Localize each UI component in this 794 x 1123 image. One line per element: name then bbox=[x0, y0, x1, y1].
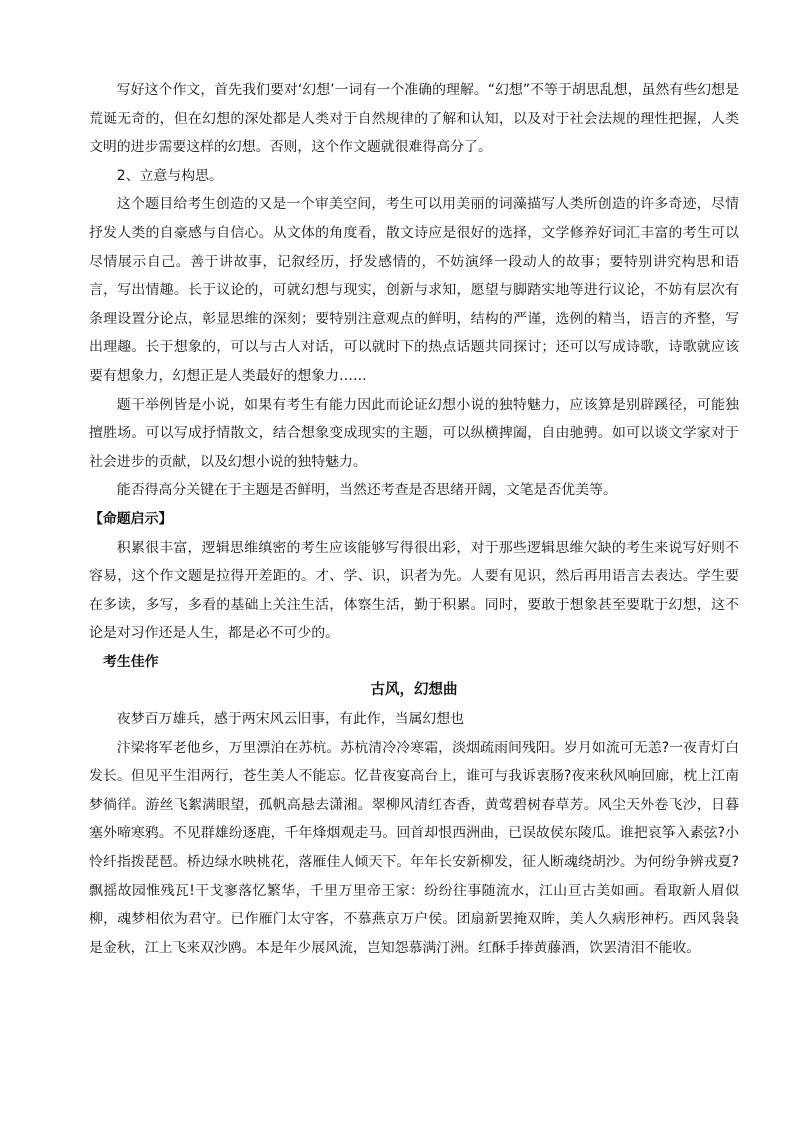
paragraph-examples: 题干举例皆是小说，如果有考生有能力因此而论证幻想小说的独特魅力，应该算是别辟蹊径，可能独擅胜场。可以写成抒情散文，结合想象变成现实的主题，可以纵横捭阖，自由驰骋。如可以谈文学家对于社会进步的贡献，以及幻想小说的独特魅力。 bbox=[89, 396, 739, 470]
section-label: 【命题启示】 bbox=[89, 510, 173, 527]
paragraph-subheading: 2、立意与构思。 bbox=[116, 167, 223, 184]
paragraph-intro: 写好这个作文，首先我们要对‘幻想’一词有一个准确的理解。“幻想”不等于胡思乱想，虽然有些幻想是荒诞无奇的，但在幻想的深处都是人类对于自然规律的了解和认知，以及对于社会法规的理性把握，人类文明的进步需要这样的幻想。否则，这个作文题就很难得高分了。 bbox=[89, 82, 739, 156]
paragraph-conception: 这个题目给考生创造的又是一个审美空间，考生可以用美丽的词藻描写人类所创造的许多奇迹，尽情抒发人类的自豪感与自信心。从文体的角度看，散文诗应是很好的选择，文学修养好词汇丰富的考生可以尽情展示自己。善于讲故事，记叙经历，抒发感情的，不妨演绎一段动人的故事；要特别讲究构思和语言，写出情趣。长于议论的，可就幻想与现实，创新与求知，愿望与脚踏实地等进行议论，不妨有层次有条理设置分论点，彰显思维的深刻；要特别注意观点的鲜明，结构的严谨，选例的精当，语言的齐整，写出理趣。长于想象的，可以与古人对话，可以就时下的热点话题共同探讨；还可以写成诗歌，诗歌就应该要有想象力，幻想正是人类最好的想象力…… bbox=[89, 196, 739, 384]
section-paragraph: 积累很丰富，逻辑思维缜密的考生应该能够写得很出彩，对于那些逻辑思维欠缺的考生来说写好则不容易，这个作文题是拉得开差距的。才、学、识，识者为先。人要有见识，然后再用语言去表达。学生要在多读，多写，多看的基础上关注生活，体察生活，勤于积累。同时，要敢于想象甚至要耽于幻想，这不论是对习作还是人生，都是必不可少的。 bbox=[89, 539, 739, 642]
essay-title: 古风，幻想曲 bbox=[370, 682, 458, 699]
essay-heading: 考生佳作 bbox=[103, 653, 159, 670]
paragraph-scoring: 能否得高分关键在于主题是否鲜明，当然还考查是否思绪开阔，文笔是否优美等。 bbox=[116, 482, 617, 499]
document-page bbox=[89, 76, 739, 962]
essay-intro: 夜梦百万雄兵，感于两宋风云旧事，有此作，当属幻想也 bbox=[116, 711, 465, 728]
essay-body: 汴梁将军老他乡，万里漂泊在苏杭。苏杭清冷冷寒霜，淡烟疏雨间残阳。岁月如流可无恙?一夜青灯白发长。但见平生泪两行，苍生美人不能忘。忆昔夜宴高台上，谁可与我诉衷肠?夜来秋风响回廊，枕上江南梦徜徉。游丝飞絮满眼望，孤帆高悬去潇湘。翠柳风清红杏香，黄莺碧树春草芳。风尘天外卷飞沙，日暮塞外啼寒鸦。不见群雄纷逐鹿，千年烽烟观走马。回首却恨西洲曲，已误故侯东陵瓜。谁把哀筝入素弦?小怜纤指拨琵琶。桥边绿水映桃花，落雁佳人倾天下。年年长安新柳发，征人断魂绕胡沙。为何纷争辨戎夏?飘摇故园惟残瓦!干戈寥落忆繁华，千里万里帝王家：纷纷往事随流水，江山亘古美如画。看取新人眉似柳，魂梦相依为君守。已作雁门太守客，不慕燕京万户侯。团扇新罢掩双眸，美人久病形神朽。西风袅袅是金秋，江上飞来双沙鸥。本是年少展风流，岂知怨慕满汀洲。红酥手捧黄藤酒，饮罢清泪不能收。 bbox=[89, 739, 739, 956]
